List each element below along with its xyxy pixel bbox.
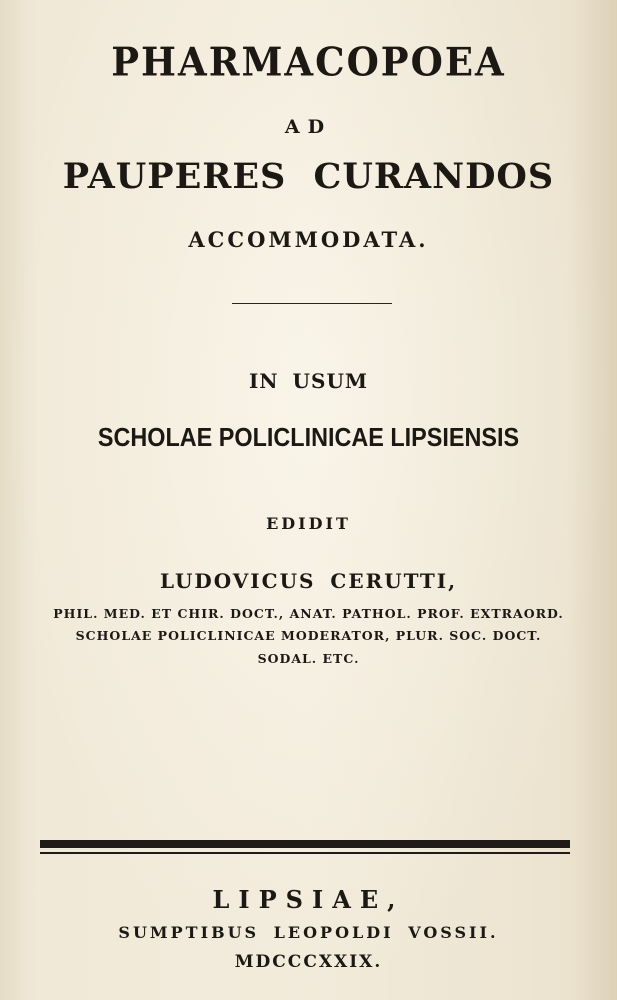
author-name: LUDOVICUS CERUTTI, xyxy=(159,569,458,593)
imprint-year: MDCCCXXIX. xyxy=(234,952,383,972)
book-title: PHARMACOPOEA xyxy=(111,38,506,86)
book-subtitle: PAUPERES CURANDOS xyxy=(62,156,555,197)
thin-divider xyxy=(40,852,570,854)
edidit-line: EDIDIT xyxy=(266,514,351,533)
subtitle-continuation: ACCOMMODATA. xyxy=(188,227,429,252)
in-usum-line: IN USUM xyxy=(248,369,369,393)
institution-line: SCHOLAE POLICLINICAE LIPSIENSIS xyxy=(97,422,520,452)
author-credential-line: SCHOLAE POLICLINICAE MODERATOR, PLUR. SOC. DOCT. xyxy=(75,628,542,643)
imprint-place: LIPSIAE, xyxy=(212,885,405,914)
short-divider xyxy=(232,303,392,304)
title-connector: AD xyxy=(284,116,333,138)
author-credential-line: PHIL. MED. ET CHIR. DOCT., ANAT. PATHOL. PROF. EXTRAORD. xyxy=(53,606,564,621)
author-credential-line: SODAL. ETC. xyxy=(257,651,360,666)
imprint-publisher: SUMPTIBUS LEOPOLDI VOSSII. xyxy=(118,923,499,942)
thick-divider xyxy=(40,840,570,848)
